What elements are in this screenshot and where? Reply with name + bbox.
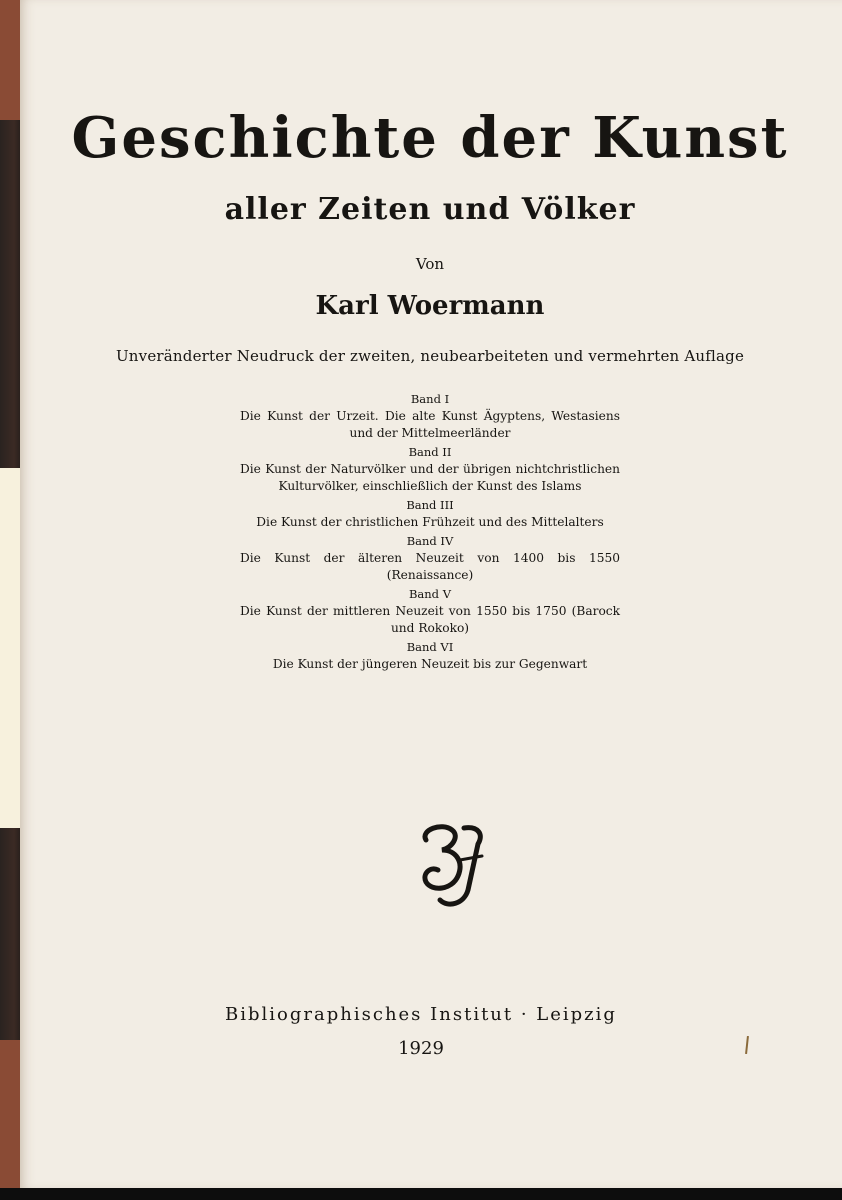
volume-description: Die Kunst der jüngeren Neuzeit bis zur Gegenwart [272,657,588,671]
by-line: Von [415,255,445,273]
title-block [70,96,790,673]
volume-entry [240,533,620,584]
edition-note: Unveränderter Neudruck der zweiten, neubearbeiteten und vermehrten Auflage [115,347,745,365]
volume-description: Die Kunst der älteren Neuzeit von 1400 bis 1550 (Renaissance) [240,551,620,582]
volume-label: Band V [408,587,452,601]
book-title: Geschichte der Kunst [71,105,789,171]
volume-description: Die Kunst der Urzeit. Die alte Kunst Ägyptens, Westasiens und der Mittelmeerländer [240,409,620,440]
volume-description: Die Kunst der christlichen Frühzeit und des Mittelalters [256,515,604,529]
volume-entry [240,391,620,442]
volume-description: Die Kunst der Naturvölker und der übrigen nichtchristlichen Kulturvölker, einschließlich der Kunst des Islams [240,462,620,493]
volume-label: Band I [410,392,450,406]
page-edge [0,1188,842,1200]
author-name: Karl Woermann [315,291,545,321]
volume-list [240,391,620,673]
volume-description: Die Kunst der mittleren Neuzeit von 1550 bis 1750 (Barock und Rokoko) [240,604,620,635]
volume-entry [240,444,620,495]
volume-label: Band IV [406,534,454,548]
publisher-name: Bibliographisches Institut · Leipzig [225,1004,617,1025]
publication-year: 1929 [398,1038,444,1059]
volume-label: Band II [408,445,452,459]
volume-entry [240,497,620,531]
book-subtitle: aller Zeiten und Völker [224,192,636,227]
volume-entry [240,586,620,637]
publisher-logo-icon [412,820,488,910]
volume-entry [240,639,620,673]
volume-label: Band VI [406,640,454,654]
volume-label: Band III [406,498,454,512]
